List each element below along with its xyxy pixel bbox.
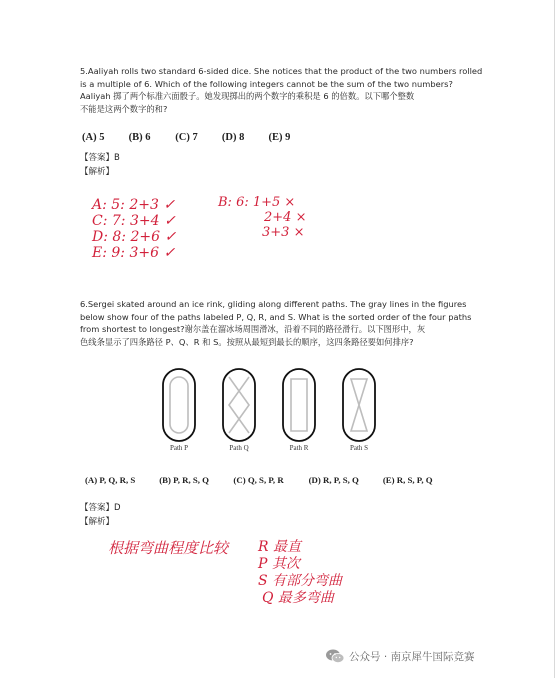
q6-answer-label: 【答案】 [80, 503, 115, 513]
q5-handwriting-left [92, 197, 176, 261]
q6-stem-line2: below show four of the paths labeled P, Q, R, and S. What is the sorted order of the four paths [80, 311, 472, 322]
q5-hw-line-c: C: 7: 3+4 ✓ [92, 213, 176, 229]
q5-stem-en-line1: 5.Aaliyah rolls two standard 6-sided dice. She notices that the product of the two numbers rolled [80, 66, 483, 76]
path-r-label: Path R [289, 444, 309, 452]
q6-hw-p: P 其次 [258, 556, 300, 572]
q6-hw-q: Q 最多弯曲 [262, 590, 334, 606]
q6-hw-r: R 最直 [258, 539, 301, 555]
q6-handwriting-main: 根据弯曲程度比较 [108, 539, 229, 557]
q6-choices [85, 475, 453, 485]
q5-answer [80, 152, 120, 164]
q5-stem-en-line2: is a multiple of 6. Which of the following integers cannot be the sum of the two numbers? [80, 78, 453, 89]
q5-hw-line-b: B: 6: 1+5 × [218, 195, 296, 210]
q5-choice-d: (D) 8 [221, 132, 245, 143]
q5-choice-e: (E) 9 [268, 132, 291, 143]
q6-choice-c: (C) Q, S, P, R [233, 475, 284, 485]
q6-answer [80, 502, 121, 514]
q5-hw-line-b3: 3+3 × [262, 225, 305, 240]
q5-handwriting-right [218, 195, 306, 240]
q5-stem [80, 65, 500, 115]
q5-hw-line-b2: 2+4 × [264, 210, 307, 225]
q6-stem-line3: from shortest to longest?谢尔盖在溜冰场周围滑冰，沿着不同的路径滑行。以下图形中，灰 [80, 324, 426, 335]
path-q-figure [223, 369, 255, 441]
path-p-figure [163, 369, 195, 441]
path-s-figure [343, 369, 375, 441]
q6-stem-line4: 色线条显示了四条路径 P、Q、R 和 S。按照从最短到最长的顺序，这四条路径要如何排序? [80, 336, 414, 347]
q6-choice-e: (E) R, S, P, Q [382, 475, 433, 485]
q5-choice-a: (A) 5 [82, 132, 105, 143]
q5-stem-cn-line1: Aaliyah 掷了两个标准六面骰子。她发现掷出的两个数字的乘积是 6 的倍数。以下哪个整数 [80, 91, 415, 102]
q5-choice-c: (C) 7 [175, 132, 198, 143]
watermark [325, 648, 475, 664]
watermark-text: 公众号 · 南京犀牛国际竞赛 [349, 650, 475, 663]
path-s-label: Path S [349, 444, 369, 452]
q5-choices [82, 132, 313, 143]
q6-stem [80, 298, 500, 348]
q6-choice-d: (D) R, P, S, Q [308, 475, 359, 485]
q6-answer-value: D [114, 503, 121, 513]
q6-stem-line1: 6.Sergei skated around an ice rink, gliding along different paths. The gray lines in the figures [80, 299, 467, 309]
q5-hw-line-e: E: 9: 3+6 ✓ [92, 245, 176, 261]
path-r-figure [283, 369, 315, 441]
path-q-label: Path Q [229, 444, 249, 452]
q6-hw-s: S 有部分弯曲 [258, 573, 343, 589]
q5-answer-label: 【答案】 [80, 153, 115, 163]
q5-analysis-label: 【解析】 [80, 167, 115, 177]
q5-stem-cn-line2: 不能是这两个数字的和? [80, 103, 168, 114]
q6-path-figures [155, 365, 395, 445]
q5-hw-line-d: D: 8: 2+6 ✓ [92, 229, 177, 245]
path-p-label: Path P [169, 444, 189, 452]
q6-handwriting-list [252, 539, 342, 607]
q5-answer-value: B [114, 153, 120, 163]
q6-choice-b: (B) P, R, S, Q [159, 475, 209, 485]
q5-choice-b: (B) 6 [128, 132, 151, 143]
q5-hw-line-a: A: 5: 2+3 ✓ [92, 197, 176, 213]
wechat-icon [325, 648, 345, 664]
q6-choice-a: (A) P, Q, R, S [85, 475, 136, 485]
q6-analysis-label: 【解析】 [80, 517, 115, 527]
